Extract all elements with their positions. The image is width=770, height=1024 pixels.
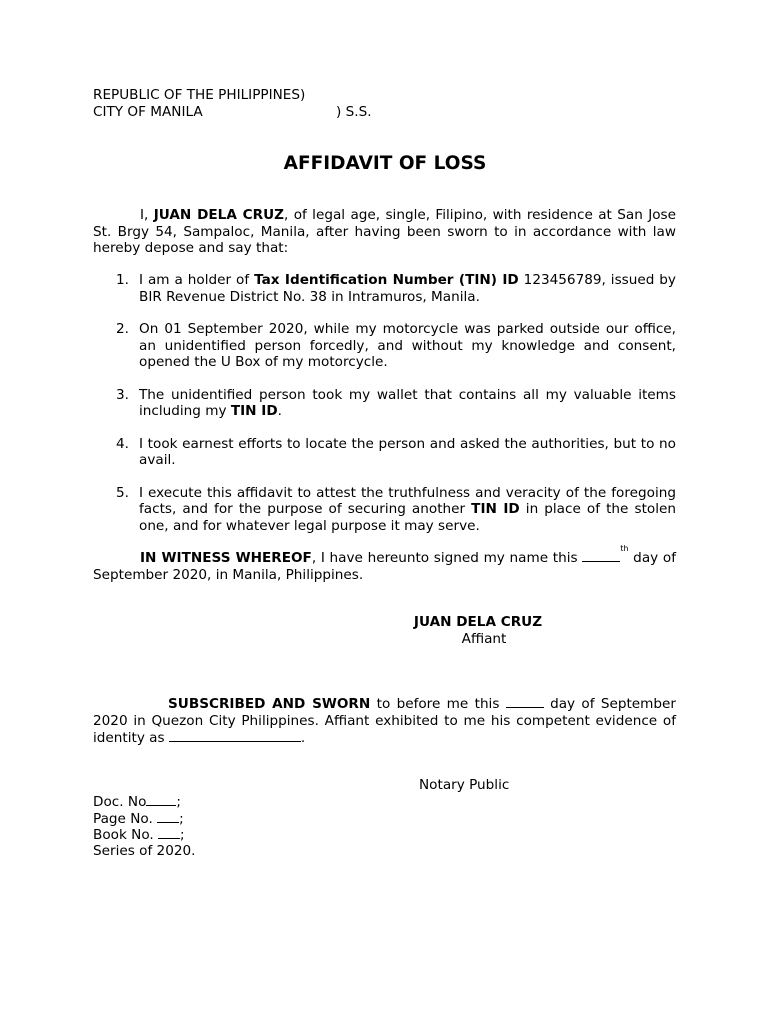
item-number: 2. (116, 321, 129, 337)
item-bold: Tax Identification Number (TIN) ID (254, 272, 519, 288)
day-blank (582, 549, 620, 562)
affiant-role: Affiant (461, 631, 507, 647)
book-no-blank (158, 826, 180, 839)
jurat-text2: day of September 2020 in Quezon City Philippines. Affiant exhibited to me his competent evidence of identity as (93, 696, 676, 746)
doc-no-sep: ; (176, 794, 181, 810)
statement-item (93, 436, 676, 469)
page-no-blank (157, 810, 179, 823)
item-text: I took earnest efforts to locate the person and asked the authorities, but to no avail. (139, 435, 676, 468)
doc-no-label: Doc. No (93, 794, 147, 810)
witness-paragraph (93, 544, 676, 583)
ordinal-suffix: th (620, 544, 629, 553)
item-text: I am a holder of (139, 272, 255, 288)
item-text: The unidentified person took my wallet that contains all my valuable items including my (139, 386, 676, 419)
affiant-signature-name: JUAN DELA CRUZ (413, 614, 543, 630)
jurat-paragraph (93, 695, 676, 747)
item-number: 1. (116, 272, 129, 288)
statement-item (93, 387, 676, 420)
jurat-text3: . (300, 730, 306, 746)
page-no-line (93, 810, 195, 827)
jurat-day-blank (506, 695, 544, 708)
intro-paragraph (93, 207, 676, 257)
item-number: 3. (116, 386, 129, 403)
witness-text1: , I have hereunto signed my name this (311, 550, 583, 566)
document-references (93, 793, 195, 859)
item-text: I execute this affidavit to attest the truthfulness and veracity of the foregoing facts, and for the purpose of securing another (139, 484, 676, 517)
page-no-sep: ; (179, 810, 184, 827)
item-bold: TIN ID (471, 501, 520, 517)
jurat-bold: SUBSCRIBED AND SWORN (168, 696, 371, 712)
statement-list (93, 272, 676, 550)
item-text-tail: 123456789, issued by BIR Revenue District No. 38 in Intramuros, Manila. (139, 272, 676, 305)
book-no-sep: ; (180, 827, 185, 843)
item-bold: TIN ID (230, 403, 278, 419)
venue-ss: ) S.S. (336, 104, 372, 120)
item-text: On 01 September 2020, while my motorcycle was parked outside our office, an unidentified person forcedly, and without my knowledge and consent, opened the U Box of my motorcycle. (139, 321, 676, 370)
page-no-label: Page No. (93, 810, 158, 827)
item-text-tail: in place of the stolen one, and for whatever legal purpose it may serve. (139, 501, 676, 534)
intro-pre: I, (140, 207, 154, 223)
identity-blank (169, 729, 301, 742)
jurat-text1: to before me this (370, 696, 506, 712)
book-no-line (93, 826, 195, 843)
item-text-tail: . (277, 403, 282, 419)
series-line: Series of 2020. (93, 842, 196, 859)
doc-no-line (93, 793, 195, 810)
statement-item (93, 321, 676, 371)
witness-text2: day of September 2020, in Manila, Philippines. (93, 550, 676, 583)
doc-no-blank (146, 793, 176, 806)
notary-public-label: Notary Public (419, 777, 510, 793)
affiant-name-inline: JUAN DELA CRUZ (153, 207, 284, 223)
statement-item (93, 485, 676, 535)
intro-text: , of legal age, single, Filipino, with residence at San Jose St. Brgy 54, Sampaloc, Manila, after having been sworn to in accordance with law hereby depose and say that: (93, 207, 676, 256)
witness-bold: IN WITNESS WHEREOF (140, 550, 312, 566)
document-title: AFFIDAVIT OF LOSS (283, 153, 487, 174)
item-number: 5. (116, 484, 129, 501)
statement-item (93, 272, 676, 305)
venue-city: CITY OF MANILA (93, 104, 203, 120)
venue-republic: REPUBLIC OF THE PHILIPPINES) (93, 87, 306, 103)
item-number: 4. (116, 435, 129, 452)
book-no-label: Book No. (93, 827, 159, 843)
